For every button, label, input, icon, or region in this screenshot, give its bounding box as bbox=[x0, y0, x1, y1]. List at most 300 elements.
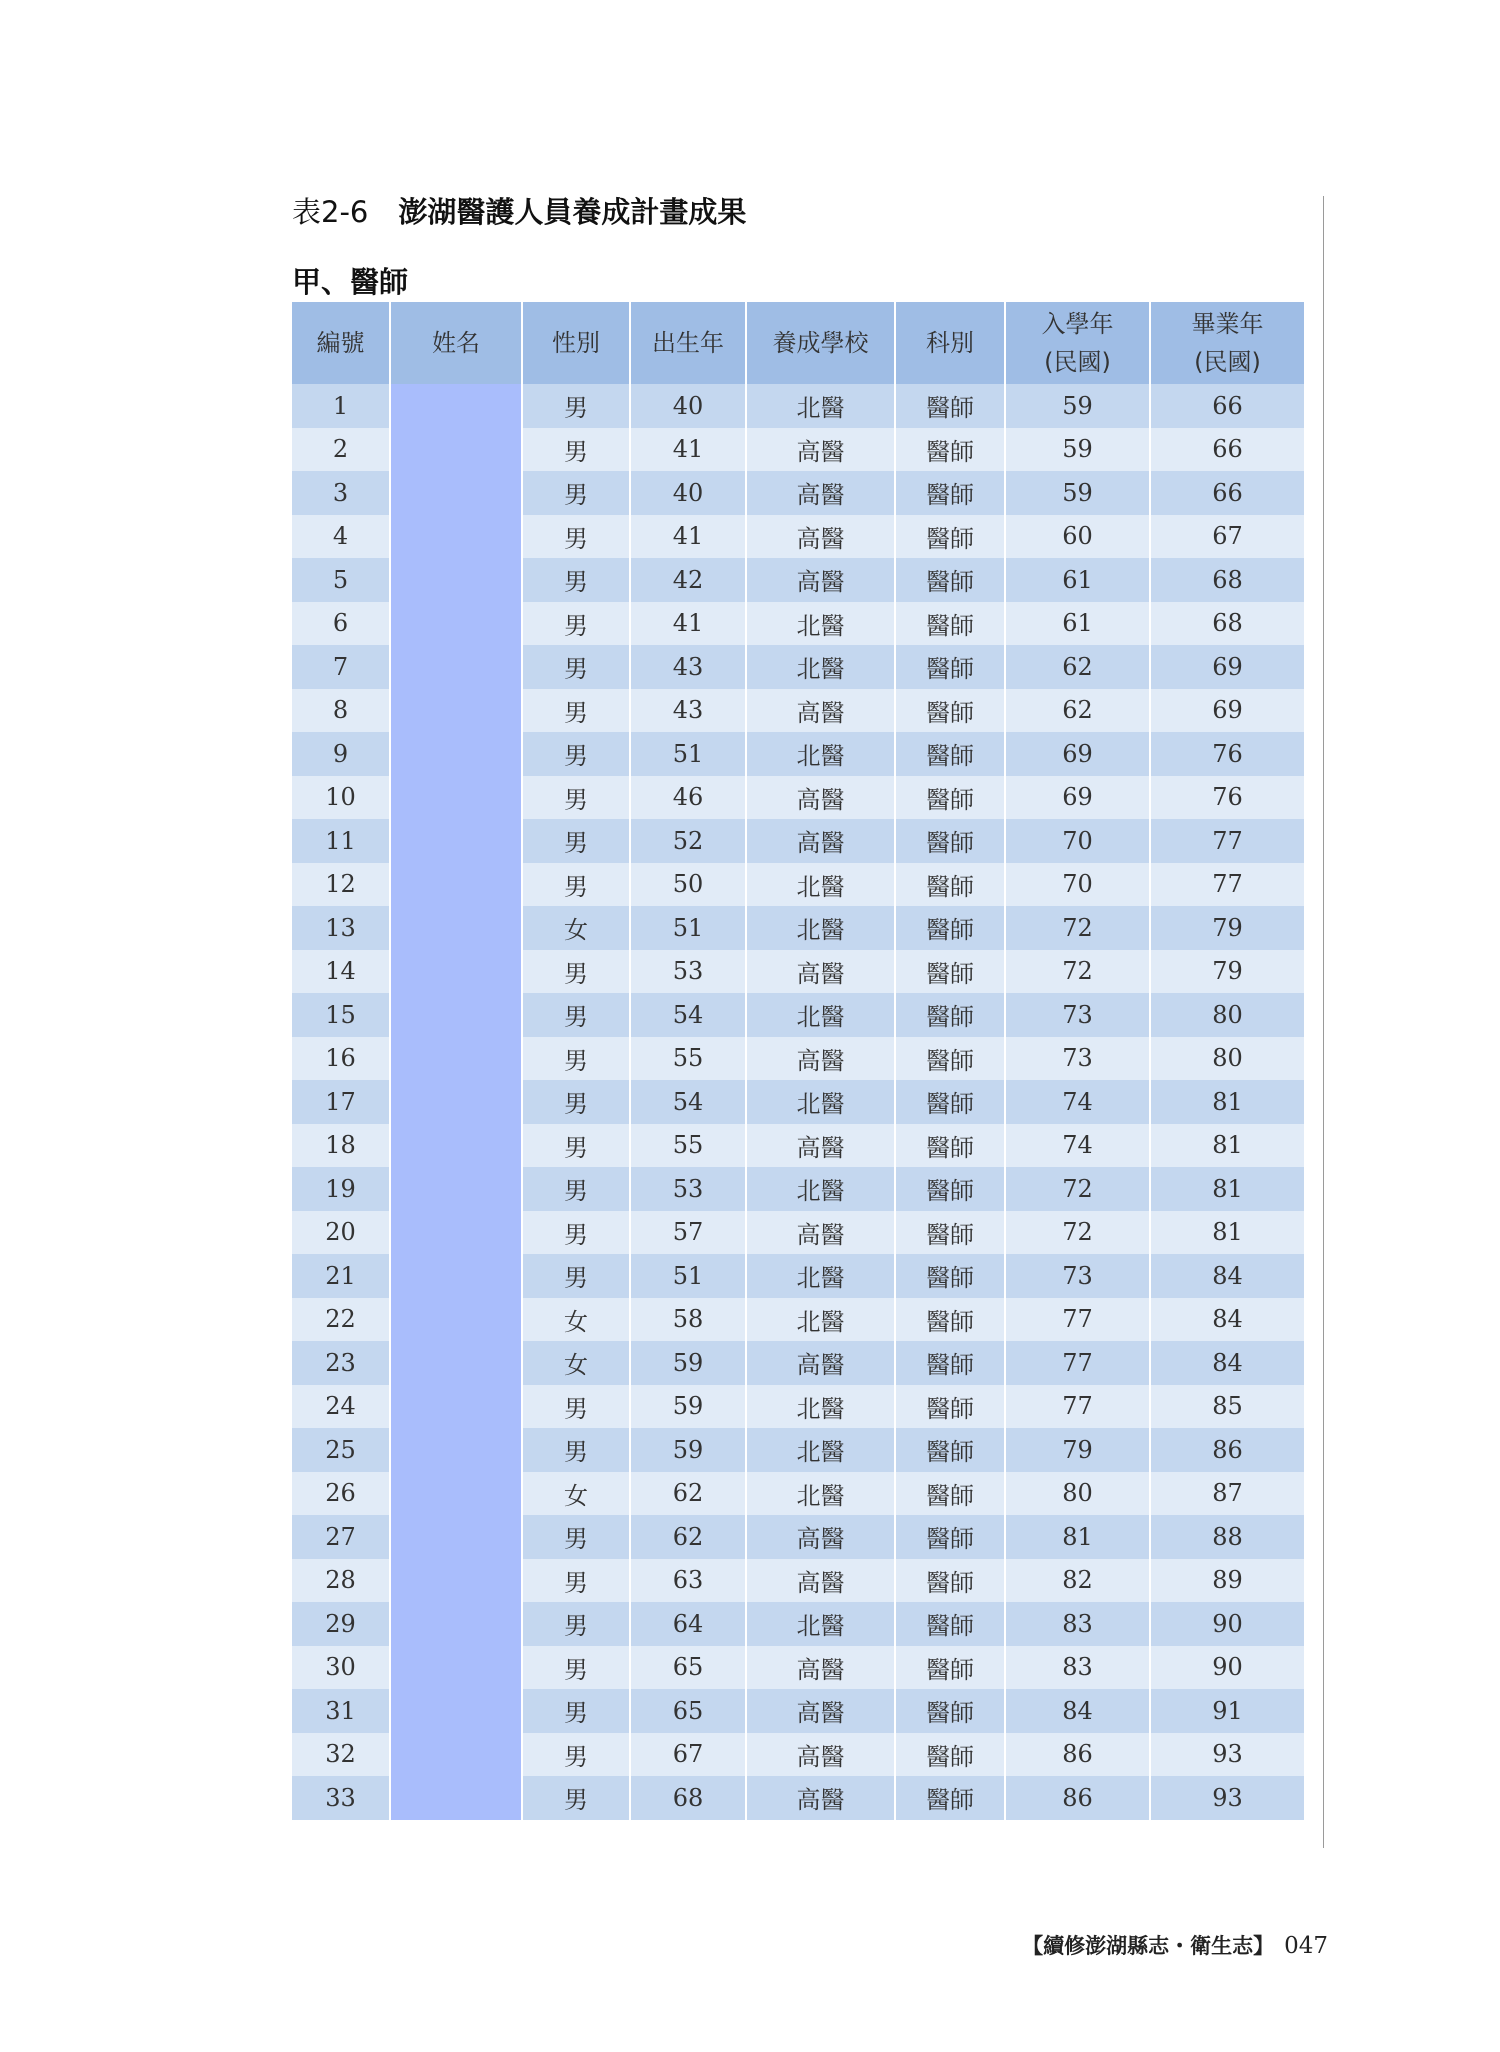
cell-graduation-year: 77 bbox=[1150, 819, 1304, 863]
cell-school: 北醫 bbox=[746, 1080, 895, 1124]
cell-name bbox=[390, 950, 522, 994]
column-header bbox=[1150, 302, 1304, 384]
table-header-row bbox=[292, 302, 1304, 384]
column-header-label: 性別 bbox=[552, 329, 600, 357]
table-row bbox=[292, 1080, 1304, 1124]
cell-school: 高醫 bbox=[746, 1776, 895, 1820]
table-row bbox=[292, 1254, 1304, 1298]
table-row bbox=[292, 1602, 1304, 1646]
cell-gender: 男 bbox=[522, 515, 630, 559]
cell-entry-year: 80 bbox=[1005, 1472, 1150, 1516]
table-row bbox=[292, 819, 1304, 863]
cell-birth-year: 43 bbox=[630, 645, 746, 689]
cell-school: 高醫 bbox=[746, 1646, 895, 1690]
cell-department: 醫師 bbox=[895, 1254, 1005, 1298]
column-header-label: 畢業年 bbox=[1191, 310, 1264, 338]
cell-school: 北醫 bbox=[746, 1428, 895, 1472]
table-row bbox=[292, 1124, 1304, 1168]
cell-entry-year: 61 bbox=[1005, 602, 1150, 646]
cell-graduation-year: 66 bbox=[1150, 384, 1304, 428]
table-row bbox=[292, 1646, 1304, 1690]
cell-gender: 男 bbox=[522, 1428, 630, 1472]
cell-name bbox=[390, 1428, 522, 1472]
cell-department: 醫師 bbox=[895, 1472, 1005, 1516]
table-body bbox=[292, 384, 1304, 1820]
cell-graduation-year: 81 bbox=[1150, 1124, 1304, 1168]
cell-name bbox=[390, 645, 522, 689]
cell-birth-year: 58 bbox=[630, 1298, 746, 1342]
cell-name bbox=[390, 1341, 522, 1385]
table-row bbox=[292, 1211, 1304, 1255]
column-header-unit: (民國) bbox=[1044, 348, 1111, 376]
cell-graduation-year: 91 bbox=[1150, 1689, 1304, 1733]
cell-entry-year: 70 bbox=[1005, 819, 1150, 863]
cell-department: 醫師 bbox=[895, 384, 1005, 428]
cell-birth-year: 59 bbox=[630, 1428, 746, 1472]
cell-school: 北醫 bbox=[746, 1385, 895, 1429]
cell-department: 醫師 bbox=[895, 776, 1005, 820]
cell-department: 醫師 bbox=[895, 1733, 1005, 1777]
column-header-label: 科別 bbox=[926, 329, 974, 357]
cell-entry-year: 72 bbox=[1005, 1167, 1150, 1211]
table-row bbox=[292, 1559, 1304, 1603]
table-row bbox=[292, 1037, 1304, 1081]
cell-graduation-year: 76 bbox=[1150, 776, 1304, 820]
cell-graduation-year: 88 bbox=[1150, 1515, 1304, 1559]
cell-birth-year: 41 bbox=[630, 428, 746, 472]
cell-number: 2 bbox=[292, 428, 390, 472]
cell-department: 醫師 bbox=[895, 906, 1005, 950]
cell-graduation-year: 66 bbox=[1150, 428, 1304, 472]
cell-department: 醫師 bbox=[895, 1689, 1005, 1733]
cell-number: 1 bbox=[292, 384, 390, 428]
cell-department: 醫師 bbox=[895, 1211, 1005, 1255]
cell-name bbox=[390, 1298, 522, 1342]
cell-department: 醫師 bbox=[895, 732, 1005, 776]
cell-name bbox=[390, 776, 522, 820]
cell-birth-year: 64 bbox=[630, 1602, 746, 1646]
cell-department: 醫師 bbox=[895, 1037, 1005, 1081]
cell-graduation-year: 93 bbox=[1150, 1733, 1304, 1777]
column-header-label: 姓名 bbox=[432, 329, 480, 357]
cell-graduation-year: 81 bbox=[1150, 1080, 1304, 1124]
cell-number: 5 bbox=[292, 558, 390, 602]
cell-entry-year: 79 bbox=[1005, 1428, 1150, 1472]
cell-gender: 男 bbox=[522, 1037, 630, 1081]
cell-entry-year: 59 bbox=[1005, 428, 1150, 472]
cell-number: 12 bbox=[292, 863, 390, 907]
cell-gender: 男 bbox=[522, 776, 630, 820]
cell-name bbox=[390, 428, 522, 472]
cell-school: 北醫 bbox=[746, 1254, 895, 1298]
cell-entry-year: 69 bbox=[1005, 776, 1150, 820]
cell-number: 17 bbox=[292, 1080, 390, 1124]
cell-graduation-year: 84 bbox=[1150, 1254, 1304, 1298]
cell-school: 高醫 bbox=[746, 1689, 895, 1733]
cell-number: 22 bbox=[292, 1298, 390, 1342]
cell-name bbox=[390, 515, 522, 559]
cell-number: 18 bbox=[292, 1124, 390, 1168]
cell-name bbox=[390, 819, 522, 863]
cell-graduation-year: 77 bbox=[1150, 863, 1304, 907]
column-header-label: 養成學校 bbox=[772, 329, 869, 357]
column-header bbox=[1005, 302, 1150, 384]
cell-number: 11 bbox=[292, 819, 390, 863]
cell-number: 19 bbox=[292, 1167, 390, 1211]
cell-department: 醫師 bbox=[895, 1515, 1005, 1559]
column-header bbox=[522, 302, 630, 384]
cell-name bbox=[390, 558, 522, 602]
column-header bbox=[292, 302, 390, 384]
cell-department: 醫師 bbox=[895, 1124, 1005, 1168]
cell-birth-year: 51 bbox=[630, 732, 746, 776]
cell-gender: 男 bbox=[522, 732, 630, 776]
cell-gender: 男 bbox=[522, 1689, 630, 1733]
cell-birth-year: 55 bbox=[630, 1037, 746, 1081]
table-row bbox=[292, 776, 1304, 820]
cell-gender: 男 bbox=[522, 558, 630, 602]
cell-number: 6 bbox=[292, 602, 390, 646]
cell-name bbox=[390, 1733, 522, 1777]
table-row bbox=[292, 558, 1304, 602]
cell-number: 4 bbox=[292, 515, 390, 559]
table-row bbox=[292, 906, 1304, 950]
cell-department: 醫師 bbox=[895, 1341, 1005, 1385]
cell-graduation-year: 90 bbox=[1150, 1646, 1304, 1690]
cell-number: 30 bbox=[292, 1646, 390, 1690]
cell-number: 25 bbox=[292, 1428, 390, 1472]
cell-birth-year: 62 bbox=[630, 1472, 746, 1516]
cell-name bbox=[390, 1167, 522, 1211]
cell-department: 醫師 bbox=[895, 645, 1005, 689]
cell-number: 27 bbox=[292, 1515, 390, 1559]
cell-graduation-year: 90 bbox=[1150, 1602, 1304, 1646]
cell-name bbox=[390, 1689, 522, 1733]
table-row bbox=[292, 1428, 1304, 1472]
cell-graduation-year: 93 bbox=[1150, 1776, 1304, 1820]
table-row bbox=[292, 602, 1304, 646]
cell-department: 醫師 bbox=[895, 689, 1005, 733]
cell-birth-year: 53 bbox=[630, 1167, 746, 1211]
cell-entry-year: 59 bbox=[1005, 471, 1150, 515]
cell-school: 高醫 bbox=[746, 1733, 895, 1777]
table-row bbox=[292, 1689, 1304, 1733]
cell-birth-year: 57 bbox=[630, 1211, 746, 1255]
cell-entry-year: 86 bbox=[1005, 1776, 1150, 1820]
column-header-unit: (民國) bbox=[1194, 348, 1261, 376]
table-row bbox=[292, 384, 1304, 428]
cell-school: 北醫 bbox=[746, 993, 895, 1037]
cell-birth-year: 41 bbox=[630, 515, 746, 559]
cell-number: 14 bbox=[292, 950, 390, 994]
cell-department: 醫師 bbox=[895, 1559, 1005, 1603]
cell-name bbox=[390, 732, 522, 776]
cell-name bbox=[390, 1124, 522, 1168]
cell-graduation-year: 69 bbox=[1150, 645, 1304, 689]
cell-school: 北醫 bbox=[746, 645, 895, 689]
cell-gender: 男 bbox=[522, 1559, 630, 1603]
cell-birth-year: 67 bbox=[630, 1733, 746, 1777]
cell-gender: 男 bbox=[522, 1254, 630, 1298]
cell-school: 北醫 bbox=[746, 906, 895, 950]
cell-number: 28 bbox=[292, 1559, 390, 1603]
cell-entry-year: 72 bbox=[1005, 1211, 1150, 1255]
cell-entry-year: 81 bbox=[1005, 1515, 1150, 1559]
cell-gender: 男 bbox=[522, 1080, 630, 1124]
cell-graduation-year: 84 bbox=[1150, 1341, 1304, 1385]
cell-birth-year: 59 bbox=[630, 1385, 746, 1429]
table-row bbox=[292, 471, 1304, 515]
cell-entry-year: 74 bbox=[1005, 1080, 1150, 1124]
cell-department: 醫師 bbox=[895, 602, 1005, 646]
cell-gender: 男 bbox=[522, 602, 630, 646]
cell-number: 10 bbox=[292, 776, 390, 820]
cell-number: 7 bbox=[292, 645, 390, 689]
page-margin-rule bbox=[1323, 196, 1324, 1848]
cell-entry-year: 84 bbox=[1005, 1689, 1150, 1733]
cell-graduation-year: 67 bbox=[1150, 515, 1304, 559]
cell-graduation-year: 89 bbox=[1150, 1559, 1304, 1603]
cell-birth-year: 65 bbox=[630, 1646, 746, 1690]
cell-name bbox=[390, 906, 522, 950]
table-row bbox=[292, 732, 1304, 776]
cell-graduation-year: 81 bbox=[1150, 1167, 1304, 1211]
cell-entry-year: 82 bbox=[1005, 1559, 1150, 1603]
cell-gender: 男 bbox=[522, 1211, 630, 1255]
cell-entry-year: 73 bbox=[1005, 1037, 1150, 1081]
cell-number: 29 bbox=[292, 1602, 390, 1646]
cell-department: 醫師 bbox=[895, 950, 1005, 994]
cell-name bbox=[390, 1385, 522, 1429]
cell-birth-year: 42 bbox=[630, 558, 746, 602]
cell-name bbox=[390, 602, 522, 646]
cell-birth-year: 51 bbox=[630, 1254, 746, 1298]
cell-number: 20 bbox=[292, 1211, 390, 1255]
cell-gender: 男 bbox=[522, 1733, 630, 1777]
cell-number: 3 bbox=[292, 471, 390, 515]
cell-department: 醫師 bbox=[895, 1428, 1005, 1472]
cell-entry-year: 77 bbox=[1005, 1298, 1150, 1342]
cell-department: 醫師 bbox=[895, 471, 1005, 515]
cell-graduation-year: 76 bbox=[1150, 732, 1304, 776]
cell-name bbox=[390, 384, 522, 428]
table-row bbox=[292, 428, 1304, 472]
cell-birth-year: 43 bbox=[630, 689, 746, 733]
cell-department: 醫師 bbox=[895, 1602, 1005, 1646]
cell-birth-year: 53 bbox=[630, 950, 746, 994]
cell-birth-year: 50 bbox=[630, 863, 746, 907]
cell-name bbox=[390, 689, 522, 733]
table-row bbox=[292, 1472, 1304, 1516]
page-footer bbox=[1010, 1930, 1328, 1960]
column-header-label: 入學年 bbox=[1041, 310, 1114, 338]
cell-birth-year: 51 bbox=[630, 906, 746, 950]
table-row bbox=[292, 645, 1304, 689]
cell-birth-year: 41 bbox=[630, 602, 746, 646]
cell-entry-year: 77 bbox=[1005, 1385, 1150, 1429]
cell-entry-year: 70 bbox=[1005, 863, 1150, 907]
cell-birth-year: 65 bbox=[630, 1689, 746, 1733]
cell-name bbox=[390, 1211, 522, 1255]
cell-entry-year: 83 bbox=[1005, 1602, 1150, 1646]
cell-school: 高醫 bbox=[746, 1515, 895, 1559]
cell-number: 15 bbox=[292, 993, 390, 1037]
book-title: 【續修澎湖縣志・衛生志】 bbox=[1022, 1933, 1275, 1958]
cell-gender: 男 bbox=[522, 1124, 630, 1168]
cell-entry-year: 62 bbox=[1005, 689, 1150, 733]
table-row bbox=[292, 1776, 1304, 1820]
cell-gender: 男 bbox=[522, 1602, 630, 1646]
table-row bbox=[292, 1733, 1304, 1777]
cell-school: 北醫 bbox=[746, 863, 895, 907]
column-header bbox=[630, 302, 746, 384]
cell-school: 高醫 bbox=[746, 1037, 895, 1081]
cell-department: 醫師 bbox=[895, 1776, 1005, 1820]
cell-school: 高醫 bbox=[746, 1341, 895, 1385]
cell-name bbox=[390, 863, 522, 907]
cell-school: 北醫 bbox=[746, 1472, 895, 1516]
cell-department: 醫師 bbox=[895, 863, 1005, 907]
cell-entry-year: 62 bbox=[1005, 645, 1150, 689]
cell-birth-year: 40 bbox=[630, 471, 746, 515]
cell-school: 高醫 bbox=[746, 950, 895, 994]
cell-graduation-year: 69 bbox=[1150, 689, 1304, 733]
cell-entry-year: 72 bbox=[1005, 906, 1150, 950]
cell-gender: 男 bbox=[522, 993, 630, 1037]
cell-birth-year: 52 bbox=[630, 819, 746, 863]
cell-school: 北醫 bbox=[746, 1298, 895, 1342]
cell-school: 高醫 bbox=[746, 1124, 895, 1168]
cell-name bbox=[390, 1472, 522, 1516]
cell-school: 高醫 bbox=[746, 1211, 895, 1255]
cell-gender: 女 bbox=[522, 1341, 630, 1385]
table-row bbox=[292, 993, 1304, 1037]
cell-department: 醫師 bbox=[895, 515, 1005, 559]
cell-name bbox=[390, 1646, 522, 1690]
column-header bbox=[895, 302, 1005, 384]
cell-entry-year: 83 bbox=[1005, 1646, 1150, 1690]
cell-name bbox=[390, 471, 522, 515]
cell-birth-year: 59 bbox=[630, 1341, 746, 1385]
cell-school: 高醫 bbox=[746, 471, 895, 515]
cell-gender: 男 bbox=[522, 1385, 630, 1429]
cell-gender: 男 bbox=[522, 1646, 630, 1690]
table-row bbox=[292, 1298, 1304, 1342]
cell-department: 醫師 bbox=[895, 558, 1005, 602]
cell-entry-year: 77 bbox=[1005, 1341, 1150, 1385]
column-header bbox=[390, 302, 522, 384]
section-subtitle: 甲、醫師 bbox=[292, 265, 409, 299]
table-row bbox=[292, 1167, 1304, 1211]
cell-number: 33 bbox=[292, 1776, 390, 1820]
cell-department: 醫師 bbox=[895, 1646, 1005, 1690]
cell-graduation-year: 85 bbox=[1150, 1385, 1304, 1429]
cell-number: 13 bbox=[292, 906, 390, 950]
cell-gender: 男 bbox=[522, 689, 630, 733]
cell-school: 高醫 bbox=[746, 558, 895, 602]
cell-entry-year: 60 bbox=[1005, 515, 1150, 559]
cell-number: 8 bbox=[292, 689, 390, 733]
cell-name bbox=[390, 1602, 522, 1646]
cell-name bbox=[390, 1776, 522, 1820]
table-row bbox=[292, 863, 1304, 907]
cell-name bbox=[390, 1559, 522, 1603]
cell-birth-year: 54 bbox=[630, 1080, 746, 1124]
cell-graduation-year: 68 bbox=[1150, 602, 1304, 646]
table-row bbox=[292, 1385, 1304, 1429]
cell-school: 高醫 bbox=[746, 819, 895, 863]
cell-number: 26 bbox=[292, 1472, 390, 1516]
cell-school: 北醫 bbox=[746, 1167, 895, 1211]
cell-graduation-year: 79 bbox=[1150, 906, 1304, 950]
column-header bbox=[746, 302, 895, 384]
cell-gender: 女 bbox=[522, 906, 630, 950]
table-row bbox=[292, 1341, 1304, 1385]
cell-gender: 男 bbox=[522, 645, 630, 689]
cell-entry-year: 86 bbox=[1005, 1733, 1150, 1777]
physician-training-table bbox=[292, 302, 1304, 1820]
cell-name bbox=[390, 1037, 522, 1081]
cell-graduation-year: 81 bbox=[1150, 1211, 1304, 1255]
table-title bbox=[292, 190, 746, 231]
cell-entry-year: 59 bbox=[1005, 384, 1150, 428]
cell-number: 23 bbox=[292, 1341, 390, 1385]
cell-birth-year: 55 bbox=[630, 1124, 746, 1168]
cell-name bbox=[390, 1515, 522, 1559]
cell-department: 醫師 bbox=[895, 1167, 1005, 1211]
page-number: 047 bbox=[1284, 1933, 1328, 1959]
table-row bbox=[292, 950, 1304, 994]
cell-number: 31 bbox=[292, 1689, 390, 1733]
cell-department: 醫師 bbox=[895, 428, 1005, 472]
cell-birth-year: 54 bbox=[630, 993, 746, 1037]
table-number: 表2-6 bbox=[292, 195, 369, 229]
cell-name bbox=[390, 1254, 522, 1298]
cell-gender: 女 bbox=[522, 1298, 630, 1342]
cell-school: 高醫 bbox=[746, 689, 895, 733]
cell-birth-year: 68 bbox=[630, 1776, 746, 1820]
cell-number: 16 bbox=[292, 1037, 390, 1081]
cell-entry-year: 72 bbox=[1005, 950, 1150, 994]
cell-school: 北醫 bbox=[746, 1602, 895, 1646]
cell-graduation-year: 66 bbox=[1150, 471, 1304, 515]
cell-department: 醫師 bbox=[895, 819, 1005, 863]
cell-name bbox=[390, 993, 522, 1037]
cell-birth-year: 46 bbox=[630, 776, 746, 820]
cell-school: 高醫 bbox=[746, 1559, 895, 1603]
cell-gender: 男 bbox=[522, 1776, 630, 1820]
cell-department: 醫師 bbox=[895, 993, 1005, 1037]
cell-entry-year: 61 bbox=[1005, 558, 1150, 602]
cell-gender: 男 bbox=[522, 1515, 630, 1559]
cell-graduation-year: 79 bbox=[1150, 950, 1304, 994]
cell-name bbox=[390, 1080, 522, 1124]
cell-entry-year: 73 bbox=[1005, 1254, 1150, 1298]
cell-number: 21 bbox=[292, 1254, 390, 1298]
cell-entry-year: 73 bbox=[1005, 993, 1150, 1037]
cell-school: 高醫 bbox=[746, 428, 895, 472]
cell-school: 北醫 bbox=[746, 384, 895, 428]
cell-graduation-year: 68 bbox=[1150, 558, 1304, 602]
cell-school: 高醫 bbox=[746, 776, 895, 820]
cell-birth-year: 40 bbox=[630, 384, 746, 428]
cell-department: 醫師 bbox=[895, 1080, 1005, 1124]
cell-department: 醫師 bbox=[895, 1385, 1005, 1429]
cell-gender: 男 bbox=[522, 384, 630, 428]
cell-birth-year: 63 bbox=[630, 1559, 746, 1603]
cell-school: 高醫 bbox=[746, 515, 895, 559]
cell-school: 北醫 bbox=[746, 602, 895, 646]
